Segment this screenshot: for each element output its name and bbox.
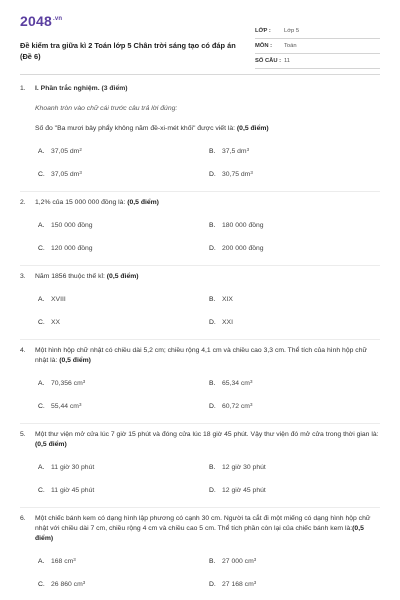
option-text: 37,5 $dm^3$ (222, 147, 250, 155)
option-letter: C. (38, 245, 45, 252)
option-text: XVIII (51, 296, 66, 303)
option-a[interactable] (38, 222, 209, 229)
question-2 (20, 198, 380, 266)
option-b[interactable] (209, 148, 380, 155)
option-b[interactable] (209, 222, 380, 229)
option-text: XX (51, 319, 61, 326)
option-text: 12 giờ 45 phút (222, 487, 266, 494)
option-text: 30,75 $dm^3$ (222, 170, 253, 178)
option-letter: A. (38, 148, 45, 155)
question-divider (20, 191, 380, 192)
superscript: 3 (249, 402, 253, 407)
superscript: 3 (250, 170, 253, 175)
option-d[interactable] (209, 581, 380, 588)
answer-options (38, 456, 380, 502)
option-letter: A. (38, 296, 45, 303)
points-label: (0,5 điểm) (127, 199, 159, 206)
option-letter: B. (209, 222, 216, 229)
stem-text: Một chiếc bánh kem có dạng hình lập phương có cạnh 30 cm. Người ta cắt đi một miếng có dạng hình hộp chữ nhật với chiều dài 7 cm, chiều rộng 4 cm và chiều cao 5 cm. Thể tích phần còn lại của chiếc bánh kem là: (35, 515, 371, 532)
option-text: 12 giờ 30 phút (222, 464, 266, 471)
option-d[interactable] (209, 171, 380, 178)
option-text: 11 giờ 45 phút (51, 487, 95, 494)
section-heading: I. Phần trắc nghiệm. (3 điểm) (35, 85, 128, 92)
option-letter: C. (38, 171, 45, 178)
option-a[interactable] (38, 464, 209, 471)
option-d[interactable] (209, 487, 380, 494)
answer-options (38, 550, 380, 596)
option-d[interactable] (209, 319, 380, 326)
superscript: 3 (78, 402, 82, 407)
question-4 (20, 346, 380, 424)
option-letter: D. (209, 403, 216, 410)
option-letter: D. (209, 487, 216, 494)
option-letter: D. (209, 581, 216, 588)
option-letter: A. (38, 380, 45, 387)
logo-suffix: .vn (52, 16, 63, 23)
meta-label: LỚP : (255, 28, 271, 34)
meta-label: MÔN : (255, 43, 273, 49)
answer-options (38, 372, 380, 418)
meta-value: Toán (284, 43, 297, 49)
meta-value: Lớp 5 (284, 28, 300, 34)
meta-row-class (255, 24, 380, 39)
question-5 (20, 430, 380, 508)
option-b[interactable] (209, 296, 380, 303)
option-b[interactable] (209, 380, 380, 387)
points-label: (0,5 điểm) (106, 273, 139, 280)
answer-options (38, 288, 380, 334)
meta-label: SỐ CÂU : (255, 58, 282, 64)
option-text: 70,356 $cm^3$ (51, 379, 86, 387)
option-letter: B. (209, 296, 216, 303)
superscript: 3 (253, 580, 257, 585)
logo-text: 2048 (20, 13, 52, 29)
document-title: Đề kiểm tra giữa kì 2 Toán lớp 5 Chân trời sáng tạo có đáp án (Đề 6) (20, 41, 236, 61)
meta-row-subject (255, 39, 380, 54)
stem-text: Năm 1856 thuộc thế kỉ: (35, 273, 105, 280)
option-text: 37,05 $dm^2$ (51, 147, 82, 155)
instruction-text: Khoanh tròn vào chữ cái trước câu trả lời đúng: (35, 105, 178, 112)
option-c[interactable] (38, 487, 209, 494)
option-text: 200 000 đồng (222, 245, 264, 252)
option-a[interactable] (38, 380, 209, 387)
question-divider (20, 423, 380, 424)
option-text: 150 000 đồng (51, 222, 93, 229)
option-letter: A. (38, 464, 45, 471)
superscript: 2 (79, 147, 82, 152)
question-number: 2. (20, 199, 26, 206)
stem-text: Một hình hộp chữ nhật có chiều dài 5,2 cm; chiều rộng 4,1 cm và chiều cao 3,3 cm. Thể tích của hình hộp chữ nhật là: (35, 347, 368, 364)
option-text: XIX (222, 296, 233, 303)
site-logo[interactable] (20, 13, 62, 29)
question-divider (20, 507, 380, 508)
points-label: (0,5 điểm) (59, 357, 91, 364)
option-d[interactable] (209, 245, 380, 252)
stem-text: Một thư viện mở cửa lúc 7 giờ 15 phút và đóng cửa lúc 18 giờ 45 phút. Vậy thư viện đó mở cửa trong thời gian là: (35, 431, 379, 438)
question-3 (20, 272, 380, 340)
question-number: 3. (20, 273, 26, 280)
meta-value: 11 (284, 58, 291, 64)
option-text: 26 860 $cm^3$ (51, 580, 86, 588)
question-divider (20, 339, 380, 340)
superscript: 3 (82, 379, 86, 384)
question-stem (35, 124, 380, 134)
option-text: 55,44 $cm^3$ (51, 402, 82, 410)
option-text: 37,05 $dm^3$ (51, 170, 82, 178)
option-text: 180 000 đồng (222, 222, 264, 229)
option-c[interactable] (38, 171, 209, 178)
option-d[interactable] (209, 403, 380, 410)
answer-options (38, 214, 380, 260)
option-letter: B. (209, 148, 216, 155)
question-stem (35, 430, 380, 450)
superscript: 3 (246, 147, 250, 152)
question-number: 6. (20, 515, 26, 522)
option-c[interactable] (38, 581, 209, 588)
option-letter: B. (209, 464, 216, 471)
question-number: 5. (20, 431, 26, 438)
option-letter: C. (38, 487, 45, 494)
question-1 (20, 84, 380, 192)
question-stem (35, 198, 380, 208)
superscript: 3 (79, 170, 82, 175)
question-number: 1. (20, 85, 26, 92)
option-c[interactable] (38, 403, 209, 410)
option-letter: C. (38, 319, 45, 326)
option-letter: D. (209, 319, 216, 326)
option-letter: D. (209, 245, 216, 252)
stem-text: 1,2% của 15 000 000 đồng là: (35, 199, 126, 206)
points-label: (0,5 điểm) (35, 525, 364, 542)
option-text: 120 000 đồng (51, 245, 93, 252)
option-text: 60,72 $cm^3$ (222, 402, 253, 410)
meta-row-count (255, 54, 380, 69)
option-text: 168 $cm^3$ (51, 557, 76, 565)
superscript: 3 (73, 557, 76, 562)
question-6 (20, 514, 380, 596)
header-divider (20, 74, 380, 75)
option-letter: C. (38, 403, 45, 410)
answer-options (38, 140, 380, 186)
option-letter: D. (209, 171, 216, 178)
option-text: 27 168 $cm^3$ (222, 580, 257, 588)
question-list (20, 78, 380, 596)
option-c[interactable] (38, 319, 209, 326)
option-text: XXI (222, 319, 233, 326)
option-text: 65,34 $cm^3$ (222, 379, 253, 387)
option-letter: B. (209, 380, 216, 387)
option-letter: B. (209, 558, 216, 565)
option-c[interactable] (38, 245, 209, 252)
superscript: 3 (82, 580, 86, 585)
question-stem (35, 272, 380, 282)
header (20, 10, 380, 68)
question-number: 4. (20, 347, 26, 354)
option-text: 11 giờ 30 phút (51, 464, 95, 471)
superscript: 3 (253, 557, 257, 562)
points-label: (0,5 điểm) (35, 441, 67, 448)
option-letter: C. (38, 581, 45, 588)
option-text: 27 000 $cm^3$ (222, 557, 257, 565)
stem-text: Số đo "Ba mươi bảy phẩy không năm đề-xi-mét khối" được viết là: (35, 125, 236, 132)
question-divider (20, 265, 380, 266)
option-a[interactable] (38, 296, 209, 303)
option-b[interactable] (209, 558, 380, 565)
question-stem (35, 514, 380, 544)
option-letter: A. (38, 222, 45, 229)
option-a[interactable] (38, 148, 209, 155)
option-b[interactable] (209, 464, 380, 471)
meta-table (255, 24, 380, 69)
option-a[interactable] (38, 558, 209, 565)
superscript: 3 (249, 379, 253, 384)
question-stem (35, 346, 380, 366)
option-letter: A. (38, 558, 45, 565)
points-label: (0,5 điểm) (236, 125, 269, 132)
